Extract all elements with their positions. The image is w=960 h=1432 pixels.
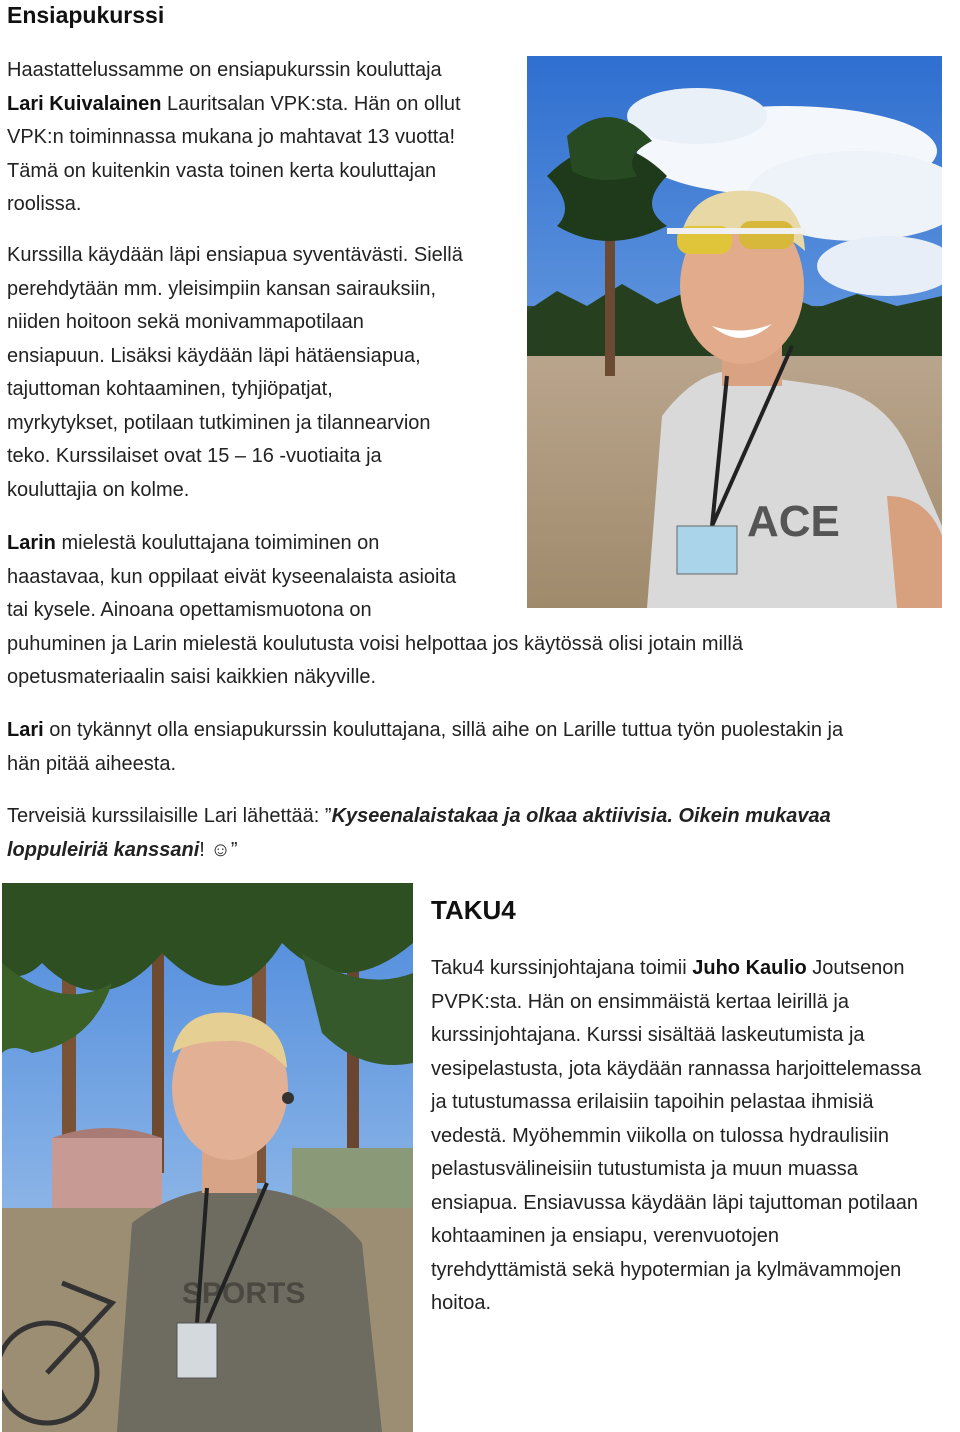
course-line: perehdytään mm. yleisimpiin kansan sairauksiin,	[7, 277, 437, 300]
course-paragraph	[7, 239, 463, 507]
opinion-line: haastavaa, kun oppilaat eivät kyseenalaista asioita	[7, 565, 457, 588]
course-line: niiden hoitoon sekä monivammapotilaan	[7, 311, 364, 333]
greeting-prefix: Terveisiä kurssilaisille Lari lähettää: ”	[7, 805, 332, 827]
section-heading-taku4: TAKU4	[431, 895, 516, 925]
leader-name: Juho Kaulio	[692, 957, 807, 979]
photo-juho	[2, 883, 413, 1432]
course-line: teko. Kurssilaiset ovat 15 – 16 -vuotiaita ja	[7, 445, 382, 467]
liked-line: hän pitää aiheesta.	[7, 752, 177, 775]
photo-lari	[527, 56, 942, 608]
instructor-name-short: Lari	[7, 719, 44, 741]
instructor-name-genitive: Larin	[7, 532, 56, 554]
intro-line: Haastattelussamme on ensiapukurssin kouluttaja	[7, 59, 442, 81]
course-line: Kurssilla käydään läpi ensiapua syventävästi. Siellä	[7, 244, 463, 266]
course-line: tajuttoman kohtaaminen, tyhjiöpatjat,	[7, 378, 333, 400]
taku4-line: pelastusvälineisiin tutustumista ja muun muassa	[431, 1158, 858, 1180]
liked-paragraph	[7, 714, 843, 781]
taku4-line: hoitoa.	[431, 1292, 492, 1314]
liked-line-rest: on tykännyt olla ensiapukurssin kouluttajana, sillä aihe on Larille tuttua työn puolestakin ja	[43, 719, 844, 741]
svg-text:ACE: ACE	[747, 497, 840, 546]
course-line: myrkytykset, potilaan tutkiminen ja tilannearvion	[7, 411, 431, 434]
taku4-line-pre: Taku4 kurssinjohtajana toimii	[431, 957, 693, 979]
intro-paragraph	[7, 54, 461, 222]
taku4-line: ja tutustumassa erilaisiin tapoihin pelastaa ihmisiä	[431, 1091, 874, 1113]
opinion-line-rest: mielestä kouluttajana toimiminen on	[55, 532, 380, 554]
taku4-line	[431, 952, 921, 986]
taku4-line: vesipelastusta, jota käydään rannassa harjoittelemassa	[431, 1057, 922, 1080]
taku4-line: kohtaaminen ja ensiapu, verenvuotojen	[431, 1225, 780, 1247]
opinion-line: tai kysele. Ainoana opettamismuotona on	[7, 599, 372, 621]
greeting-paragraph	[7, 800, 831, 867]
svg-text:SPORTS: SPORTS	[182, 1277, 306, 1310]
opinion-line: opetusmateriaalin saisi kaikkien näkyville.	[7, 666, 377, 688]
instructor-name: Lari Kuivalainen	[7, 92, 162, 115]
taku4-paragraph	[431, 952, 921, 1321]
greeting-line	[7, 834, 831, 868]
taku4-line: kurssinjohtajana. Kurssi sisältää laskeutumista ja	[431, 1024, 865, 1046]
opinion-line: puhuminen ja Larin mielestä koulutusta voisi helpottaa jos käytössä olisi jotain millä	[7, 632, 743, 655]
intro-line: VPK:n toiminnassa mukana jo mahtavat 13 vuotta!	[7, 126, 456, 148]
taku4-line: tyrehdyttämistä sekä hypotermian ja kylmävammojen	[431, 1258, 902, 1281]
intro-line: Tämä on kuitenkin vasta toinen kerta kouluttajan	[7, 159, 437, 182]
greeting-line	[7, 800, 831, 834]
page-title: Ensiapukurssi	[7, 2, 165, 28]
taku4-line: ensiapua. Ensiavussa käydään läpi tajuttoman potilaan	[431, 1191, 918, 1214]
intro-line: roolissa.	[7, 193, 82, 215]
taku4-line-post: Joutsenon	[806, 957, 905, 979]
greeting-suffix: ! ☺”	[199, 838, 238, 861]
intro-line	[7, 88, 461, 122]
greeting-quote: Oikein mukavaa	[672, 805, 831, 827]
course-line: kouluttajia on kolme.	[7, 478, 190, 501]
greeting-quote: loppuleiriä kanssani	[7, 838, 200, 861]
taku4-line: PVPK:sta. Hän on ensimmäistä kertaa leirillä ja	[431, 990, 849, 1013]
intro-line-rest: Lauritsalan VPK:sta. Hän on ollut	[161, 92, 461, 115]
taku4-line: vedestä. Myöhemmin viikolla on tulossa hydraulisiin	[431, 1124, 889, 1147]
course-line: ensiapuun. Lisäksi käydään läpi hätäensiapua,	[7, 344, 421, 367]
greeting-quote: Kyseenalaistakaa ja olkaa aktiivisia.	[331, 805, 673, 827]
liked-line	[7, 714, 843, 748]
